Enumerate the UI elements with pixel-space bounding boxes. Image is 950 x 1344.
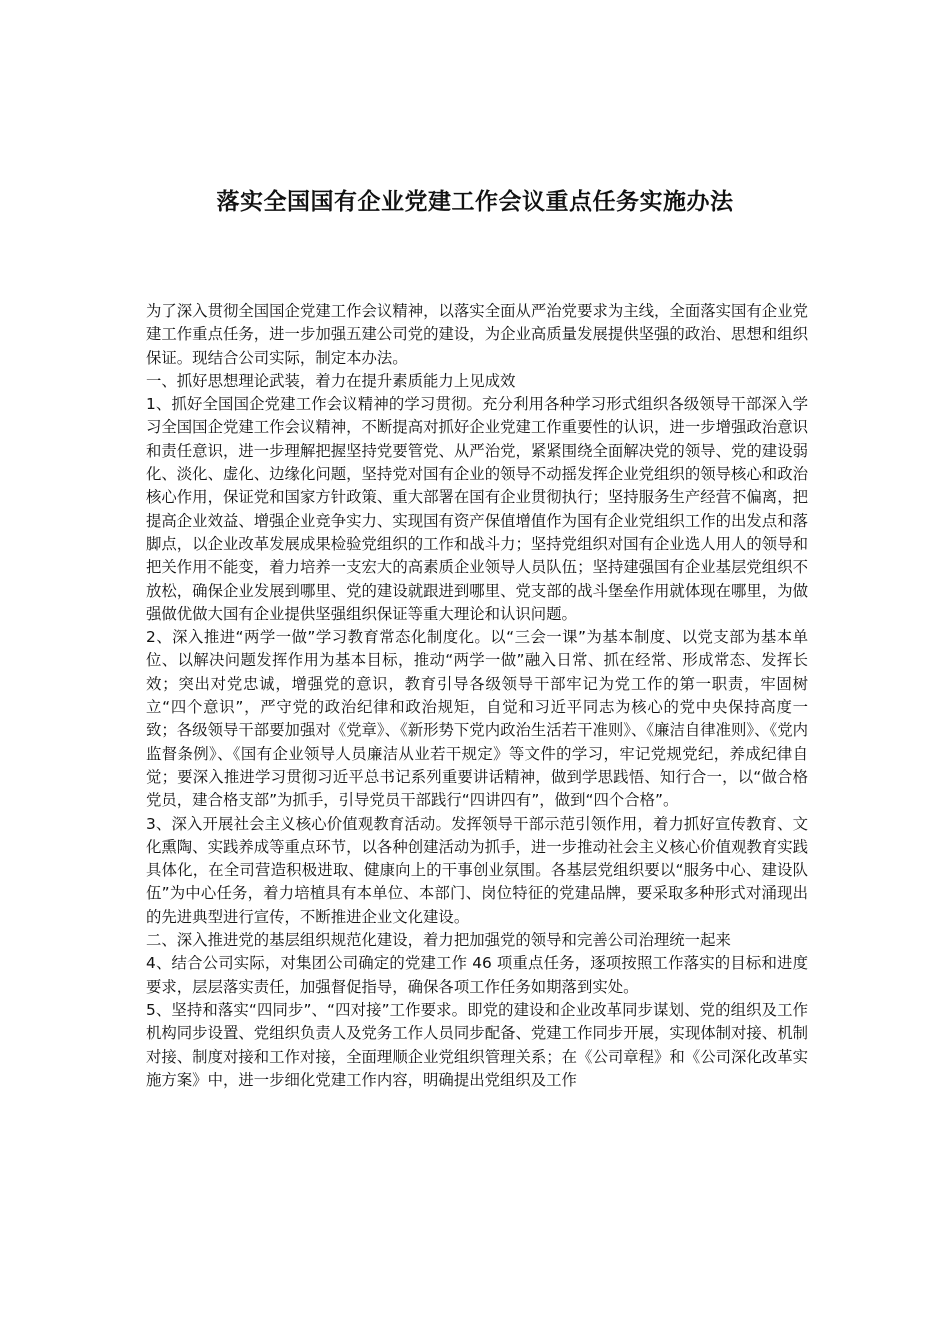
item-paragraph-5: 5、坚持和落实“四同步”、“四对接”工作要求。即党的建设和企业改革同步谋划、党的组织及工作机构同步设置、党组织负责人及党务工作人员同步配备、党建工作同步开展，实现体制对接、机制对接、制度对接和工作对接，全面理顺企业党组织管理关系；在《公司章程》和《公司深化改革实施方案》中，进一步细化党建工作内容，明确提出党组织及工作 (146, 1000, 808, 1089)
item-paragraph-2: 2、深入推进“两学一做”学习教育常态化制度化。以“三会一课”为基本制度、以党支部为基本单位、以解决问题发挥作用为基本目标，推动“两学一做”融入日常、抓在经常、形成常态、发挥长效；突出对党忠诚，增强党的意识，教育引导各级领导干部牢记为党工作的第一职责，牢固树立“四个意识”，严守党的政治纪律和政治规矩，自觉和习近平同志为核心的党中央保持高度一致；各级领导干部要加强对《党章》、《新形势下党内政治生活若干准则》、《廉洁自律准则》、《党内监督条例》、《国有企业领导人员廉洁从业若干规定》等文件的学习，牢记党规党纪，养成纪律自觉；要深入推进学习贯彻习近平总书记系列重要讲话精神，做到学思践悟、知行合一，以“做合格党员，建合格支部”为抓手，引导党员干部践行“四讲四有”，做到“四个合格”。 (146, 628, 808, 810)
item-paragraph-3: 3、深入开展社会主义核心价值观教育活动。发挥领导干部示范引领作用，着力抓好宣传教育、文化熏陶、实践养成等重点环节，以各种创建活动为抓手，进一步推动社会主义核心价值观教育实践具体化，在全司营造积极进取、健康向上的干事创业氛围。各基层党组织要以“服务中心、建设队伍”为中心任务，着力培植具有本单位、本部门、岗位特征的党建品牌，要采取多种形式对涌现出的先进典型进行宣传，不断推进企业文化建设。 (146, 814, 808, 926)
document-body (146, 300, 808, 1092)
item-paragraph-1: 1、抓好全国国企党建工作会议精神的学习贯彻。充分利用各种学习形式组织各级领导干部深入学习全国国企党建工作会议精神，不断提高对抓好企业党建工作重要性的认识，进一步增强政治意识和责任意识，进一步理解把握坚持党要管党、从严治党，紧紧围绕全面解决党的领导、党的建设弱化、淡化、虚化、边缘化问题，坚持党对国有企业的领导不动摇发挥企业党组织的领导核心和政治核心作用，保证党和国家方针政策、重大部署在国有企业贯彻执行；坚持服务生产经营不偏离，把提高企业效益、增强企业竞争实力、实现国有资产保值增值作为国有企业党组织工作的出发点和落脚点，以企业改革发展成果检验党组织的工作和战斗力；坚持党组织对国有企业选人用人的领导和把关作用不能变，着力培养一支宏大的高素质企业领导人员队伍；坚持建强国有企业基层党组织不放松，确保企业发展到哪里、党的建设就跟进到哪里、党支部的战斗堡垒作用就体现在哪里，为做强做优做大国有企业提供坚强组织保证等重大理论和认识问题。 (146, 395, 808, 623)
section-heading-2: 二、深入推进党的基层组织规范化建设，着力把加强党的领导和完善公司治理统一起来 (146, 931, 731, 950)
section-heading-1: 一、抓好思想理论武装，着力在提升素质能力上见成效 (146, 371, 516, 390)
document-title: 落实全国国有企业党建工作会议重点任务实施办法 (216, 189, 734, 215)
item-paragraph-4: 4、结合公司实际，对集团公司确定的党建工作 46 项重点任务，逐项按照工作落实的目标和进度要求，层层落实责任，加强督促指导，确保各项工作任务如期落到实处。 (146, 954, 808, 996)
intro-paragraph: 为了深入贯彻全国国企党建工作会议精神，以落实全面从严治党要求为主线，全面落实国有企业党建工作重点任务，进一步加强五建公司党的建设，为企业高质量发展提供坚强的政治、思想和组织保证。现结合公司实际，制定本办法。 (146, 302, 808, 367)
